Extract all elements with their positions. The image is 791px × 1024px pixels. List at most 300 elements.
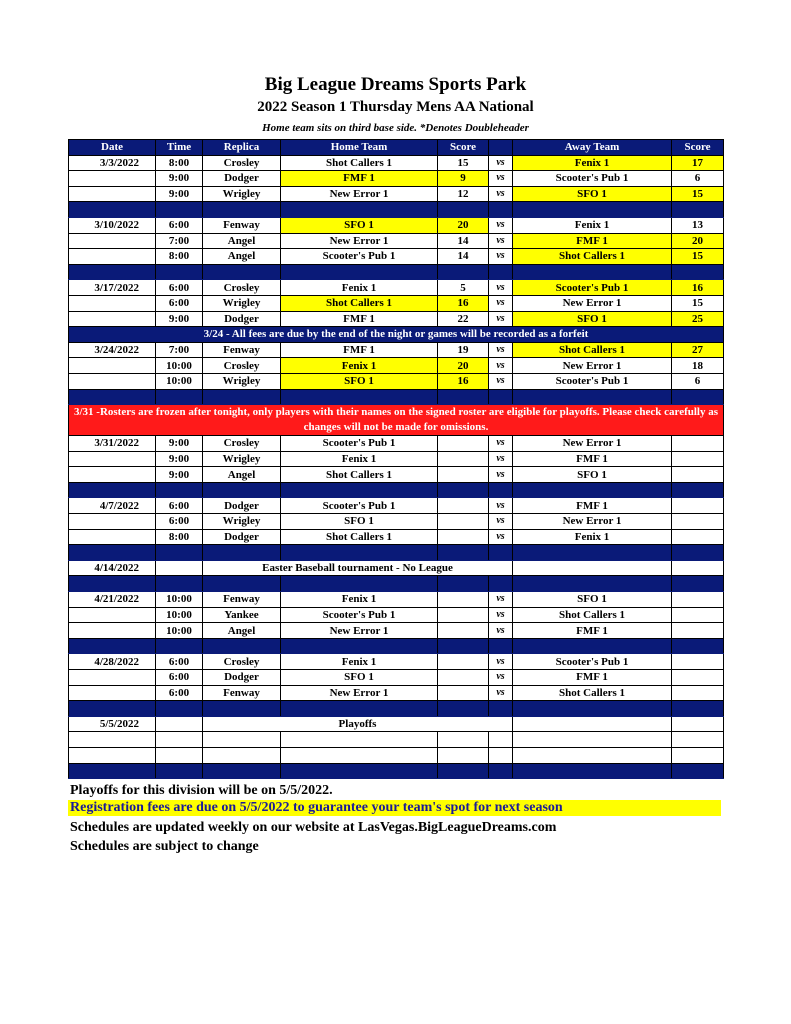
separator-cell bbox=[489, 264, 513, 280]
game-time: 6:00 bbox=[156, 217, 203, 233]
empty-cell bbox=[513, 732, 672, 748]
column-header-home-score: Score bbox=[438, 140, 489, 156]
away-team: Shot Callers 1 bbox=[513, 249, 672, 265]
separator-cell bbox=[156, 389, 203, 405]
game-field: Angel bbox=[203, 467, 281, 483]
table-row bbox=[69, 670, 724, 686]
table-row bbox=[69, 295, 724, 311]
away-score bbox=[672, 467, 724, 483]
away-team: Scooter's Pub 1 bbox=[513, 373, 672, 389]
table-row bbox=[69, 685, 724, 701]
separator-cell bbox=[203, 264, 281, 280]
home-team: New Error 1 bbox=[281, 685, 438, 701]
game-field: Crosley bbox=[203, 358, 281, 374]
separator-cell bbox=[489, 576, 513, 592]
separator-cell bbox=[203, 545, 281, 561]
separator-cell bbox=[156, 202, 203, 218]
separator-cell bbox=[672, 638, 724, 654]
separator-row bbox=[69, 264, 724, 280]
separator-cell bbox=[672, 389, 724, 405]
home-team: Scooter's Pub 1 bbox=[281, 607, 438, 623]
game-time: 9:00 bbox=[156, 436, 203, 452]
away-team: Shot Callers 1 bbox=[513, 342, 672, 358]
separator-cell bbox=[281, 389, 438, 405]
empty-cell bbox=[156, 560, 203, 576]
game-field: Angel bbox=[203, 623, 281, 639]
separator-cell bbox=[489, 202, 513, 218]
home-team: FMF 1 bbox=[281, 311, 438, 327]
separator-cell bbox=[513, 638, 672, 654]
away-score: 6 bbox=[672, 171, 724, 187]
game-field: Fenway bbox=[203, 685, 281, 701]
away-score: 17 bbox=[672, 155, 724, 171]
vs-label: vs bbox=[489, 373, 513, 389]
game-time: 10:00 bbox=[156, 623, 203, 639]
schedule-body bbox=[69, 155, 724, 779]
separator-cell bbox=[438, 264, 489, 280]
empty-cell bbox=[513, 560, 672, 576]
home-score bbox=[438, 451, 489, 467]
away-score: 13 bbox=[672, 217, 724, 233]
game-time: 9:00 bbox=[156, 186, 203, 202]
event-text: Easter Baseball tournament - No League bbox=[203, 560, 513, 576]
home-score bbox=[438, 529, 489, 545]
game-time: 6:00 bbox=[156, 685, 203, 701]
empty-cell bbox=[156, 747, 203, 763]
game-date bbox=[69, 373, 156, 389]
separator-cell bbox=[69, 545, 156, 561]
table-row bbox=[69, 592, 724, 608]
home-score: 12 bbox=[438, 186, 489, 202]
away-team: FMF 1 bbox=[513, 670, 672, 686]
game-date: 3/10/2022 bbox=[69, 217, 156, 233]
separator-cell bbox=[69, 482, 156, 498]
game-time: 10:00 bbox=[156, 373, 203, 389]
game-date bbox=[69, 670, 156, 686]
game-field: Fenway bbox=[203, 592, 281, 608]
empty-cell bbox=[672, 732, 724, 748]
separator-cell bbox=[203, 701, 281, 717]
separator-cell bbox=[203, 202, 281, 218]
separator-cell bbox=[156, 264, 203, 280]
home-score bbox=[438, 654, 489, 670]
page-note: Home team sits on third base side. *Denotes Doubleheader bbox=[262, 122, 529, 134]
away-team: SFO 1 bbox=[513, 467, 672, 483]
separator-cell bbox=[281, 701, 438, 717]
separator-row bbox=[69, 482, 724, 498]
column-header-date: Date bbox=[69, 140, 156, 156]
vs-label: vs bbox=[489, 451, 513, 467]
table-row bbox=[69, 529, 724, 545]
table-row bbox=[69, 654, 724, 670]
notice-row bbox=[69, 327, 724, 343]
separator-cell bbox=[438, 638, 489, 654]
empty-cell bbox=[489, 747, 513, 763]
column-header-vs bbox=[489, 140, 513, 156]
empty-cell bbox=[69, 732, 156, 748]
away-score bbox=[672, 607, 724, 623]
home-score bbox=[438, 623, 489, 639]
separator-cell bbox=[156, 638, 203, 654]
away-score bbox=[672, 451, 724, 467]
game-field: Crosley bbox=[203, 654, 281, 670]
home-score: 20 bbox=[438, 358, 489, 374]
separator-cell bbox=[156, 701, 203, 717]
home-score: 22 bbox=[438, 311, 489, 327]
home-team: Fenix 1 bbox=[281, 358, 438, 374]
separator-cell bbox=[69, 264, 156, 280]
home-team: SFO 1 bbox=[281, 670, 438, 686]
separator-cell bbox=[489, 482, 513, 498]
away-team: SFO 1 bbox=[513, 592, 672, 608]
table-row bbox=[69, 186, 724, 202]
game-date bbox=[69, 529, 156, 545]
separator-cell bbox=[203, 389, 281, 405]
home-score: 20 bbox=[438, 217, 489, 233]
separator-row bbox=[69, 701, 724, 717]
home-team: New Error 1 bbox=[281, 186, 438, 202]
home-score: 9 bbox=[438, 171, 489, 187]
table-row bbox=[69, 451, 724, 467]
away-score: 27 bbox=[672, 342, 724, 358]
empty-cell bbox=[203, 747, 281, 763]
empty-cell bbox=[513, 716, 672, 732]
separator-cell bbox=[203, 482, 281, 498]
away-score bbox=[672, 498, 724, 514]
away-team: New Error 1 bbox=[513, 295, 672, 311]
table-row bbox=[69, 342, 724, 358]
away-score bbox=[672, 670, 724, 686]
table-row bbox=[69, 436, 724, 452]
separator-cell bbox=[69, 701, 156, 717]
game-date bbox=[69, 233, 156, 249]
game-field: Crosley bbox=[203, 155, 281, 171]
game-field: Angel bbox=[203, 249, 281, 265]
separator-cell bbox=[438, 763, 489, 779]
table-header-row bbox=[69, 140, 724, 156]
away-team: Shot Callers 1 bbox=[513, 607, 672, 623]
empty-cell bbox=[438, 732, 489, 748]
column-header-time: Time bbox=[156, 140, 203, 156]
home-score: 14 bbox=[438, 233, 489, 249]
away-team: Fenix 1 bbox=[513, 529, 672, 545]
separator-cell bbox=[513, 264, 672, 280]
vs-label: vs bbox=[489, 311, 513, 327]
home-score bbox=[438, 436, 489, 452]
game-time: 9:00 bbox=[156, 467, 203, 483]
table-row bbox=[69, 233, 724, 249]
table-row bbox=[69, 358, 724, 374]
game-time: 9:00 bbox=[156, 311, 203, 327]
vs-label: vs bbox=[489, 342, 513, 358]
event-date: 5/5/2022 bbox=[69, 716, 156, 732]
empty-cell bbox=[156, 716, 203, 732]
table-row bbox=[69, 607, 724, 623]
game-field: Dodger bbox=[203, 670, 281, 686]
game-date bbox=[69, 186, 156, 202]
away-team: SFO 1 bbox=[513, 311, 672, 327]
separator-cell bbox=[203, 763, 281, 779]
game-date: 3/24/2022 bbox=[69, 342, 156, 358]
game-time: 10:00 bbox=[156, 607, 203, 623]
game-field: Angel bbox=[203, 233, 281, 249]
home-team: Fenix 1 bbox=[281, 280, 438, 296]
game-field: Fenway bbox=[203, 342, 281, 358]
game-field: Yankee bbox=[203, 607, 281, 623]
home-score: 14 bbox=[438, 249, 489, 265]
separator-cell bbox=[281, 482, 438, 498]
table-row bbox=[69, 514, 724, 530]
table-row bbox=[69, 311, 724, 327]
empty-cell bbox=[672, 747, 724, 763]
game-time: 9:00 bbox=[156, 451, 203, 467]
home-team: Shot Callers 1 bbox=[281, 295, 438, 311]
away-team: FMF 1 bbox=[513, 498, 672, 514]
separator-cell bbox=[438, 701, 489, 717]
event-date: 4/14/2022 bbox=[69, 560, 156, 576]
vs-label: vs bbox=[489, 498, 513, 514]
game-date: 4/28/2022 bbox=[69, 654, 156, 670]
vs-label: vs bbox=[489, 358, 513, 374]
alert-row bbox=[69, 405, 724, 436]
separator-row bbox=[69, 576, 724, 592]
game-date bbox=[69, 171, 156, 187]
table-row bbox=[69, 171, 724, 187]
home-team: Scooter's Pub 1 bbox=[281, 498, 438, 514]
empty-cell bbox=[281, 747, 438, 763]
blank-row bbox=[69, 732, 724, 748]
game-date bbox=[69, 685, 156, 701]
footer-change-note: Schedules are subject to change bbox=[70, 839, 259, 854]
game-date bbox=[69, 514, 156, 530]
vs-label: vs bbox=[489, 280, 513, 296]
page-subtitle: 2022 Season 1 Thursday Mens AA National bbox=[257, 99, 534, 115]
home-score bbox=[438, 592, 489, 608]
separator-cell bbox=[513, 576, 672, 592]
home-score: 16 bbox=[438, 373, 489, 389]
away-team: New Error 1 bbox=[513, 358, 672, 374]
home-team: New Error 1 bbox=[281, 233, 438, 249]
home-team: Scooter's Pub 1 bbox=[281, 249, 438, 265]
game-time: 8:00 bbox=[156, 529, 203, 545]
table-row bbox=[69, 623, 724, 639]
game-time: 6:00 bbox=[156, 654, 203, 670]
table-row bbox=[69, 249, 724, 265]
page-title: Big League Dreams Sports Park bbox=[264, 74, 527, 95]
table-row bbox=[69, 217, 724, 233]
footer-website-note: Schedules are updated weekly on our website at LasVegas.BigLeagueDreams.com bbox=[70, 820, 557, 835]
away-team: Scooter's Pub 1 bbox=[513, 654, 672, 670]
table-row bbox=[69, 155, 724, 171]
game-time: 6:00 bbox=[156, 514, 203, 530]
separator-cell bbox=[513, 545, 672, 561]
footer-playoffs-note: Playoffs for this division will be on 5/5/2022. bbox=[70, 783, 333, 798]
away-team: FMF 1 bbox=[513, 623, 672, 639]
column-header-away-score: Score bbox=[672, 140, 724, 156]
separator-row bbox=[69, 638, 724, 654]
separator-cell bbox=[281, 576, 438, 592]
separator-cell bbox=[281, 638, 438, 654]
home-team: Fenix 1 bbox=[281, 592, 438, 608]
separator-cell bbox=[69, 202, 156, 218]
separator-row bbox=[69, 763, 724, 779]
home-team: Scooter's Pub 1 bbox=[281, 436, 438, 452]
separator-cell bbox=[489, 763, 513, 779]
separator-cell bbox=[156, 576, 203, 592]
game-date: 4/7/2022 bbox=[69, 498, 156, 514]
away-team: Shot Callers 1 bbox=[513, 685, 672, 701]
home-score bbox=[438, 498, 489, 514]
separator-cell bbox=[438, 576, 489, 592]
separator-cell bbox=[672, 202, 724, 218]
home-team: Shot Callers 1 bbox=[281, 467, 438, 483]
separator-cell bbox=[69, 763, 156, 779]
home-team: Shot Callers 1 bbox=[281, 529, 438, 545]
separator-cell bbox=[513, 482, 672, 498]
separator-cell bbox=[672, 545, 724, 561]
notice-text: 3/24 - All fees are due by the end of the night or games will be recorded as a forfeit bbox=[69, 327, 724, 343]
away-score bbox=[672, 436, 724, 452]
empty-cell bbox=[513, 747, 672, 763]
empty-cell bbox=[672, 560, 724, 576]
away-team: SFO 1 bbox=[513, 186, 672, 202]
home-score bbox=[438, 467, 489, 483]
separator-cell bbox=[281, 202, 438, 218]
event-row bbox=[69, 716, 724, 732]
vs-label: vs bbox=[489, 529, 513, 545]
vs-label: vs bbox=[489, 607, 513, 623]
game-date bbox=[69, 295, 156, 311]
separator-cell bbox=[69, 389, 156, 405]
game-field: Dodger bbox=[203, 171, 281, 187]
game-time: 8:00 bbox=[156, 155, 203, 171]
away-team: New Error 1 bbox=[513, 514, 672, 530]
separator-cell bbox=[69, 576, 156, 592]
game-field: Fenway bbox=[203, 217, 281, 233]
vs-label: vs bbox=[489, 233, 513, 249]
away-score bbox=[672, 592, 724, 608]
vs-label: vs bbox=[489, 436, 513, 452]
column-header-home-team: Home Team bbox=[281, 140, 438, 156]
game-field: Wrigley bbox=[203, 451, 281, 467]
schedule-table bbox=[68, 139, 724, 779]
game-field: Wrigley bbox=[203, 186, 281, 202]
away-score: 18 bbox=[672, 358, 724, 374]
separator-cell bbox=[672, 264, 724, 280]
away-team: Fenix 1 bbox=[513, 217, 672, 233]
game-field: Dodger bbox=[203, 498, 281, 514]
separator-cell bbox=[156, 545, 203, 561]
game-date: 3/31/2022 bbox=[69, 436, 156, 452]
event-text: Playoffs bbox=[203, 716, 513, 732]
home-team: New Error 1 bbox=[281, 623, 438, 639]
separator-cell bbox=[513, 389, 672, 405]
game-date bbox=[69, 249, 156, 265]
away-team: FMF 1 bbox=[513, 451, 672, 467]
away-score: 16 bbox=[672, 280, 724, 296]
empty-cell bbox=[69, 747, 156, 763]
separator-cell bbox=[281, 264, 438, 280]
game-date bbox=[69, 451, 156, 467]
vs-label: vs bbox=[489, 685, 513, 701]
vs-label: vs bbox=[489, 514, 513, 530]
home-team: FMF 1 bbox=[281, 171, 438, 187]
separator-cell bbox=[203, 638, 281, 654]
separator-cell bbox=[489, 545, 513, 561]
home-score: 19 bbox=[438, 342, 489, 358]
home-team: SFO 1 bbox=[281, 217, 438, 233]
game-time: 9:00 bbox=[156, 171, 203, 187]
separator-row bbox=[69, 545, 724, 561]
vs-label: vs bbox=[489, 623, 513, 639]
game-field: Dodger bbox=[203, 529, 281, 545]
separator-cell bbox=[438, 545, 489, 561]
separator-cell bbox=[513, 701, 672, 717]
home-team: Shot Callers 1 bbox=[281, 155, 438, 171]
game-field: Wrigley bbox=[203, 295, 281, 311]
game-date: 3/3/2022 bbox=[69, 155, 156, 171]
separator-cell bbox=[672, 576, 724, 592]
vs-label: vs bbox=[489, 249, 513, 265]
separator-cell bbox=[672, 482, 724, 498]
away-score bbox=[672, 685, 724, 701]
separator-cell bbox=[203, 576, 281, 592]
home-score bbox=[438, 670, 489, 686]
table-row bbox=[69, 498, 724, 514]
home-score: 15 bbox=[438, 155, 489, 171]
away-team: New Error 1 bbox=[513, 436, 672, 452]
vs-label: vs bbox=[489, 654, 513, 670]
separator-cell bbox=[672, 763, 724, 779]
home-score bbox=[438, 514, 489, 530]
separator-cell bbox=[438, 389, 489, 405]
home-team: FMF 1 bbox=[281, 342, 438, 358]
alert-text: 3/31 -Rosters are frozen after tonight, only players with their names on the signed roster are eligible for playoffs. Please check carefully as changes will not be made for omissions. bbox=[69, 405, 724, 436]
separator-cell bbox=[281, 763, 438, 779]
away-score bbox=[672, 529, 724, 545]
vs-label: vs bbox=[489, 217, 513, 233]
game-field: Crosley bbox=[203, 436, 281, 452]
separator-cell bbox=[489, 701, 513, 717]
away-score: 15 bbox=[672, 295, 724, 311]
away-score: 25 bbox=[672, 311, 724, 327]
game-date bbox=[69, 607, 156, 623]
separator-row bbox=[69, 202, 724, 218]
blank-row bbox=[69, 747, 724, 763]
game-time: 7:00 bbox=[156, 342, 203, 358]
game-time: 10:00 bbox=[156, 592, 203, 608]
empty-cell bbox=[438, 747, 489, 763]
away-score: 20 bbox=[672, 233, 724, 249]
empty-cell bbox=[672, 716, 724, 732]
game-field: Wrigley bbox=[203, 373, 281, 389]
game-time: 6:00 bbox=[156, 498, 203, 514]
vs-label: vs bbox=[489, 155, 513, 171]
away-score: 15 bbox=[672, 249, 724, 265]
vs-label: vs bbox=[489, 186, 513, 202]
separator-cell bbox=[281, 545, 438, 561]
vs-label: vs bbox=[489, 295, 513, 311]
game-time: 8:00 bbox=[156, 249, 203, 265]
separator-cell bbox=[438, 202, 489, 218]
separator-cell bbox=[672, 701, 724, 717]
empty-cell bbox=[489, 732, 513, 748]
game-field: Dodger bbox=[203, 311, 281, 327]
event-row bbox=[69, 560, 724, 576]
separator-cell bbox=[438, 482, 489, 498]
footer-registration-note: Registration fees are due on 5/5/2022 to guarantee your team's spot for next season bbox=[68, 800, 721, 816]
column-header-replica: Replica bbox=[203, 140, 281, 156]
